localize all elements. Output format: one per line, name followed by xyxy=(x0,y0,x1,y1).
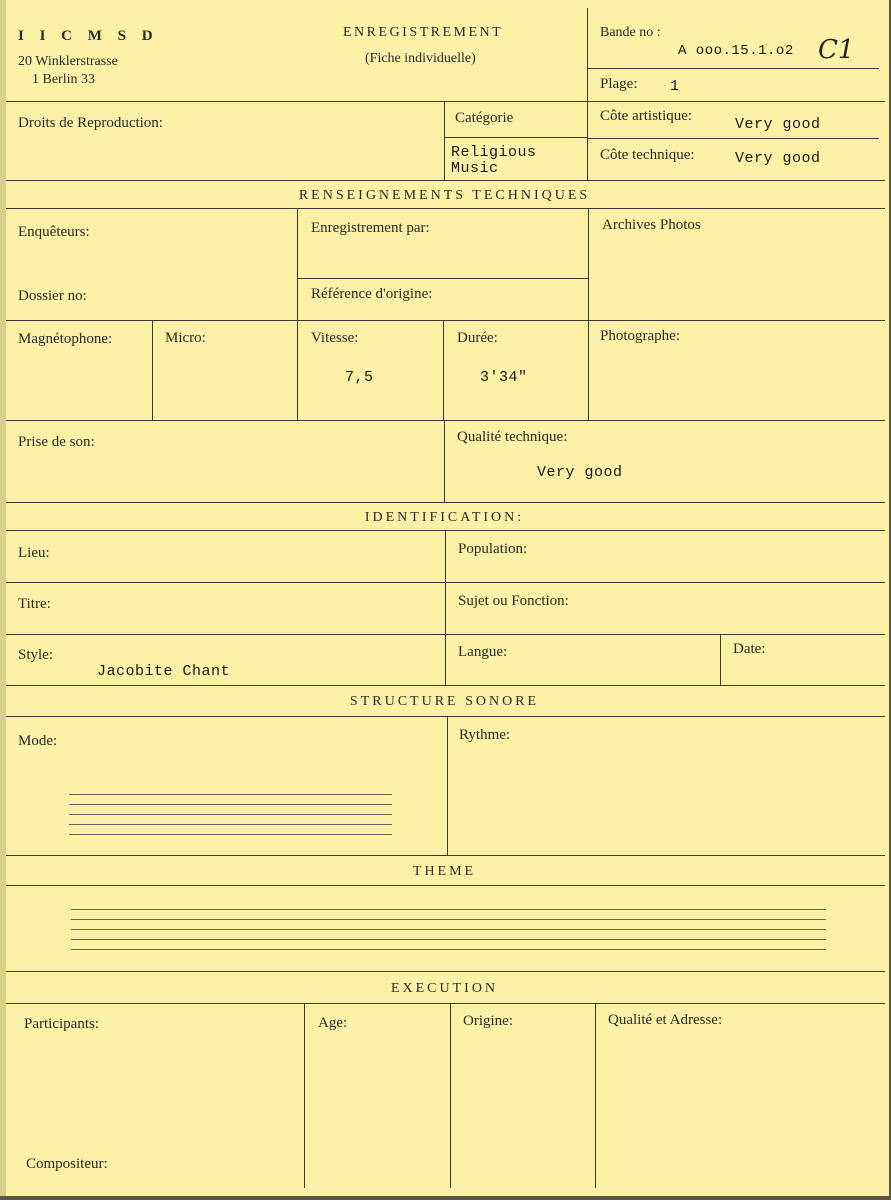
staff-line xyxy=(71,929,826,930)
form-title: ENREGISTREMENT xyxy=(343,25,504,40)
micro-label: Micro: xyxy=(165,330,206,346)
divider xyxy=(444,137,587,138)
staff-line xyxy=(71,919,826,920)
section-identification: IDENTIFICATION: xyxy=(364,510,525,525)
style-value: Jacobite Chant xyxy=(97,663,231,680)
divider xyxy=(6,582,885,583)
divider xyxy=(444,420,445,502)
qualite-technique-value: Very good xyxy=(537,464,623,481)
divider xyxy=(587,8,588,180)
categorie-label: Catégorie xyxy=(455,110,514,126)
divider xyxy=(6,855,885,856)
vitesse-label: Vitesse: xyxy=(311,330,359,346)
plage-label: Plage: xyxy=(600,76,638,92)
cote-artistique-label: Côte artistique: xyxy=(600,108,693,124)
divider xyxy=(6,885,885,886)
divider xyxy=(6,101,885,102)
age-label: Age: xyxy=(318,1015,348,1031)
population-label: Population: xyxy=(458,541,528,557)
divider xyxy=(6,180,885,181)
mode-label: Mode: xyxy=(18,733,58,749)
droits-label: Droits de Reproduction: xyxy=(18,115,163,131)
divider xyxy=(6,971,885,972)
plage-value: 1 xyxy=(670,78,680,95)
divider xyxy=(6,420,885,421)
divider xyxy=(588,208,589,421)
divider xyxy=(6,208,885,209)
divider xyxy=(297,208,298,421)
section-theme: THEME xyxy=(412,864,477,879)
staff-line xyxy=(69,814,392,815)
titre-label: Titre: xyxy=(18,596,51,612)
bande-label: Bande no : xyxy=(600,25,661,40)
divider xyxy=(152,320,153,421)
divider xyxy=(444,101,445,180)
participants-label: Participants: xyxy=(24,1016,99,1032)
qualite-adresse-label: Qualité et Adresse: xyxy=(608,1012,723,1028)
divider xyxy=(6,320,885,321)
duree-value: 3'34" xyxy=(480,369,528,386)
staff-line xyxy=(71,939,826,940)
divider xyxy=(6,634,885,635)
staff-line xyxy=(71,949,826,950)
divider xyxy=(587,138,879,139)
enregistrement-par-label: Enregistrement par: xyxy=(311,220,430,236)
section-renseignements-techniques: RENSEIGNEMENTS TECHNIQUES xyxy=(298,188,591,203)
divider xyxy=(6,502,885,503)
archives-photos-label: Archives Photos xyxy=(602,217,701,233)
divider xyxy=(595,1003,596,1188)
style-label: Style: xyxy=(18,647,54,663)
address-line-1: 20 Winklerstrasse xyxy=(18,54,118,69)
divider xyxy=(6,1003,885,1004)
staff-line xyxy=(69,824,392,825)
duree-label: Durée: xyxy=(457,330,498,346)
bande-handwritten-mark: C1 xyxy=(818,35,855,65)
section-execution: EXECUTION xyxy=(390,981,499,996)
lieu-label: Lieu: xyxy=(18,545,50,561)
staff-line xyxy=(69,804,392,805)
compositeur-label: Compositeur: xyxy=(26,1156,108,1172)
divider xyxy=(6,716,885,717)
langue-label: Langue: xyxy=(458,644,508,660)
address-line-2: 1 Berlin 33 xyxy=(32,72,95,87)
prise-de-son-label: Prise de son: xyxy=(18,434,95,450)
divider xyxy=(720,634,721,685)
reference-label: Référence d'origine: xyxy=(311,286,433,302)
staff-line xyxy=(69,794,392,795)
cote-technique-value: Very good xyxy=(735,150,821,167)
origine-label: Origine: xyxy=(463,1013,513,1029)
divider xyxy=(443,320,444,421)
dossier-label: Dossier no: xyxy=(18,288,87,304)
qualite-technique-label: Qualité technique: xyxy=(457,429,568,445)
enqueteurs-label: Enquêteurs: xyxy=(18,224,90,240)
cote-artistique-value: Very good xyxy=(735,116,821,133)
divider xyxy=(447,716,448,855)
sujet-label: Sujet ou Fonction: xyxy=(458,593,569,609)
staff-line xyxy=(69,834,392,835)
magnetophone-label: Magnétophone: xyxy=(18,331,113,347)
categorie-value-line2: Music xyxy=(451,160,499,177)
rythme-label: Rythme: xyxy=(459,727,511,743)
photographe-label: Photographe: xyxy=(600,328,680,344)
cote-technique-label: Côte technique: xyxy=(600,147,695,163)
divider xyxy=(6,685,885,686)
bande-value: A ooo.15.1.o2 xyxy=(678,43,794,59)
divider xyxy=(587,68,879,69)
date-label: Date: xyxy=(733,641,766,657)
section-structure-sonore: STRUCTURE SONORE xyxy=(349,694,540,709)
categorie-value-line1: Religious xyxy=(451,144,537,161)
divider xyxy=(450,1003,451,1188)
divider xyxy=(304,1003,305,1188)
divider xyxy=(445,530,446,685)
form-subtitle: (Fiche individuelle) xyxy=(365,51,476,66)
divider xyxy=(297,278,588,279)
institute-logo: I I C M S D xyxy=(18,28,159,44)
vitesse-value: 7,5 xyxy=(345,369,374,386)
staff-line xyxy=(71,909,826,910)
